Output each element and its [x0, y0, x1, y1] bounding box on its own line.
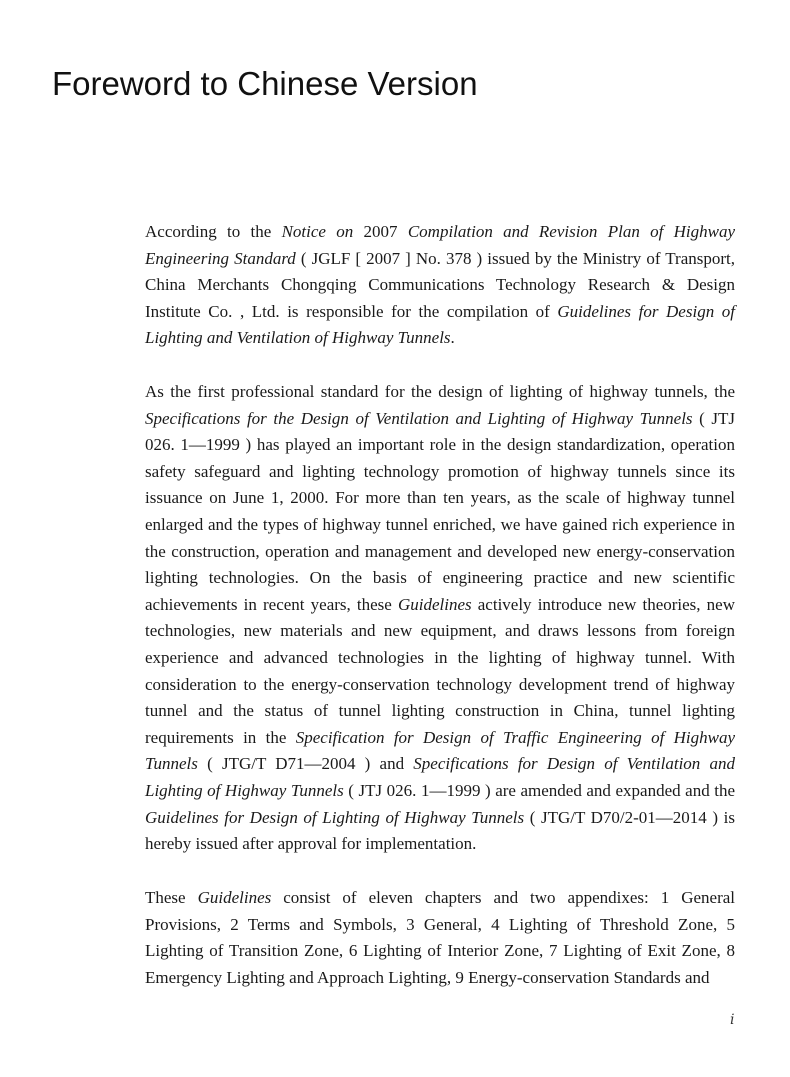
page-title: Foreword to Chinese Version — [52, 65, 478, 102]
text-run: ( JTG/T D70/2-01—2014 ) is hereby issued after approval for implementation. — [145, 807, 735, 854]
paragraph-contents — [145, 885, 735, 991]
text-run: ( JTG/T D71—2004 ) and — [197, 754, 414, 774]
italic-title-text: Compilation and Revision Plan of Highway Engineering Standard — [145, 222, 735, 268]
text-run: These — [145, 888, 198, 907]
text-run: ( JTJ 026. 1—1999 ) has played an important role in the design standardization, operation safety safeguard and lighting technology promotion of highway tunnels since its issuance on June 1, 2000. For more than ten years, as the scale of highway tunnel enlarged and the types of highway tunnel enriched, we have gained rich experience in the construction, operation and management and developed new energy-conservation lighting technologies. On the basis of engineering practice and new scientific achievements in recent years, these — [145, 408, 736, 614]
text-run: consist of eleven chapters and two appendixes: 1 General Provisions, 2 Terms and Symbols, 3 General, 4 Lighting of Threshold Zone, 5 Lighting of Transition Zone, 6 Lighting of Interior Zone, 7 Lighting of Exit Zone, 8 Emergency Lighting and Approach Lighting, 9 Energy-conservation Standards and — [145, 888, 736, 987]
italic-title-text: Guidelines for Design of Lighting of Highway Tunnels — [145, 807, 525, 827]
paragraph-text — [145, 219, 735, 352]
text-run: ( JTJ 026. 1—1999 ) are amended and expanded and the — [343, 780, 736, 800]
paragraph-text — [145, 379, 735, 858]
page-number: i — [730, 1012, 735, 1028]
italic-title-text: Guidelines — [397, 594, 472, 614]
text-run: ( JGLF [ 2007 ] No. 378 ) issued by the Ministry of Transport, China Merchants Chongqing Communications Technology Research & Design Institute Co. , Ltd. is responsible for the compilation of — [145, 248, 735, 321]
italic-title-text: Specifications for the Design of Ventilation and Lighting of Highway Tunnels — [145, 408, 693, 428]
italic-title-text: Guidelines — [197, 888, 272, 907]
italic-title-text: Specification for Design of Traffic Engineering of Highway Tunnels — [145, 727, 735, 774]
text-run: According to the — [145, 222, 282, 241]
text-run: 2007 — [353, 222, 408, 241]
text-run: . — [450, 328, 455, 348]
italic-title-text: Notice on — [281, 222, 354, 241]
paragraph-text — [145, 885, 735, 991]
paragraph-compilation-notice — [145, 219, 735, 352]
text-run: actively introduce new theories, new technologies, new materials and new equipment, and draws lessons from foreign experience and advanced technologies in the lighting of highway tunnel. With consideration to the energy-conservation technology development trend of highway tunnel and the status of tunnel lighting construction in China, tunnel lighting requirements in the — [145, 594, 735, 747]
paragraph-background — [145, 379, 735, 858]
text-run: As the first professional standard for the design of lighting of highway tunnels, the — [145, 382, 735, 401]
italic-title-text: Specifications for Design of Ventilation and Lighting of Highway Tunnels — [145, 754, 735, 800]
italic-title-text: Guidelines for Design of Lighting and Ventilation of Highway Tunnels — [145, 301, 735, 348]
